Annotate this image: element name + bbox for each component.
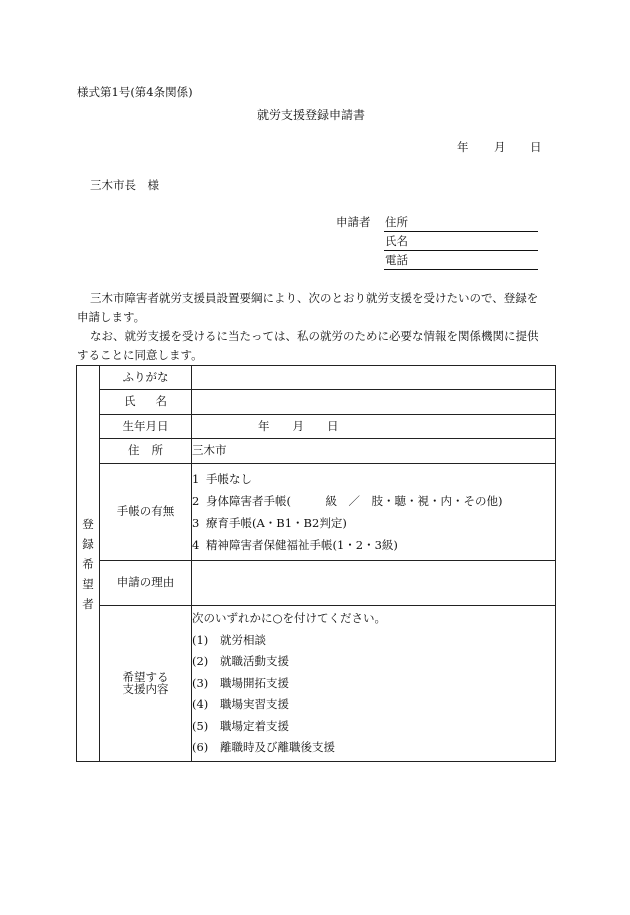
support-option[interactable]: (3) 職場開拓支援 [192,675,289,690]
address-label: 住所 [100,439,192,464]
applicant-address-label: 住所 [385,215,408,229]
support-option[interactable]: (1) 就労相談 [192,632,266,647]
page-title: 就労支援登録申請書 [257,108,366,122]
handbook-option[interactable]: 2 身体障害者手帳( 級 ／ 肢・聴・視・内・その他) [192,494,503,508]
registration-table [76,365,556,762]
birthdate-field[interactable]: 年 月 日 [192,415,556,439]
reason-label: 申請の理由 [100,561,192,606]
handbook-options [192,464,556,561]
support-label: 希望する 支援内容 [100,606,192,762]
date-day-label: 日 [530,140,542,154]
applicant-name-label: 氏名 [385,234,408,248]
support-option[interactable]: (4) 職場実習支援 [192,697,289,711]
applicant-phone-field[interactable] [384,269,538,270]
body-paragraph-2-line-2: することに同意します。 [77,348,203,362]
date-year-label: 年 [457,140,469,154]
applicant-phone-label: 電話 [385,253,408,267]
handbook-option[interactable]: 1 手帳なし [192,472,252,486]
applicant-address-field[interactable] [384,231,538,232]
applicant-label: 申請者 [336,215,371,229]
support-options [192,606,556,762]
form-number: 様式第1号(第4条関係) [77,85,193,99]
body-paragraph-2-line-1: なお、就労支援を受けるに当たっては、私の就労のために必要な情報を関係機関に提供 [90,329,539,343]
applicant-name-field[interactable] [384,250,538,251]
group-label-cell [77,366,100,762]
name-field[interactable] [192,390,556,415]
name-label: 氏名 [100,390,192,415]
date-month-label: 月 [494,140,506,154]
birthdate-label: 生年月日 [100,415,192,439]
handbook-label: 手帳の有無 [100,464,192,561]
support-instruction: 次のいずれかに○を付けてください。 [192,611,387,625]
reason-field[interactable] [192,561,556,606]
support-option[interactable]: (2) 就職活動支援 [192,654,289,668]
body-paragraph-1-line-1: 三木市障害者就労支援員設置要綱により、次のとおり就労支援を受けたいので、登録を [90,291,539,305]
group-label: 登 録 希 望 者 [82,516,94,611]
address-field[interactable]: 三木市 [192,439,556,464]
furigana-field[interactable] [192,366,556,390]
support-option[interactable]: (5) 職場定着支援 [192,718,289,733]
furigana-label: ふりがな [100,366,192,390]
addressee: 三木市長 様 [90,178,159,192]
handbook-option[interactable]: 3 療育手帳(A・B1・B2判定) [192,516,347,530]
support-option[interactable]: (6) 離職時及び離職後支援 [192,740,335,754]
handbook-option[interactable]: 4 精神障害者保健福祉手帳(1・2・3級) [192,538,398,552]
body-paragraph-1-line-2: 申請します。 [77,310,146,324]
